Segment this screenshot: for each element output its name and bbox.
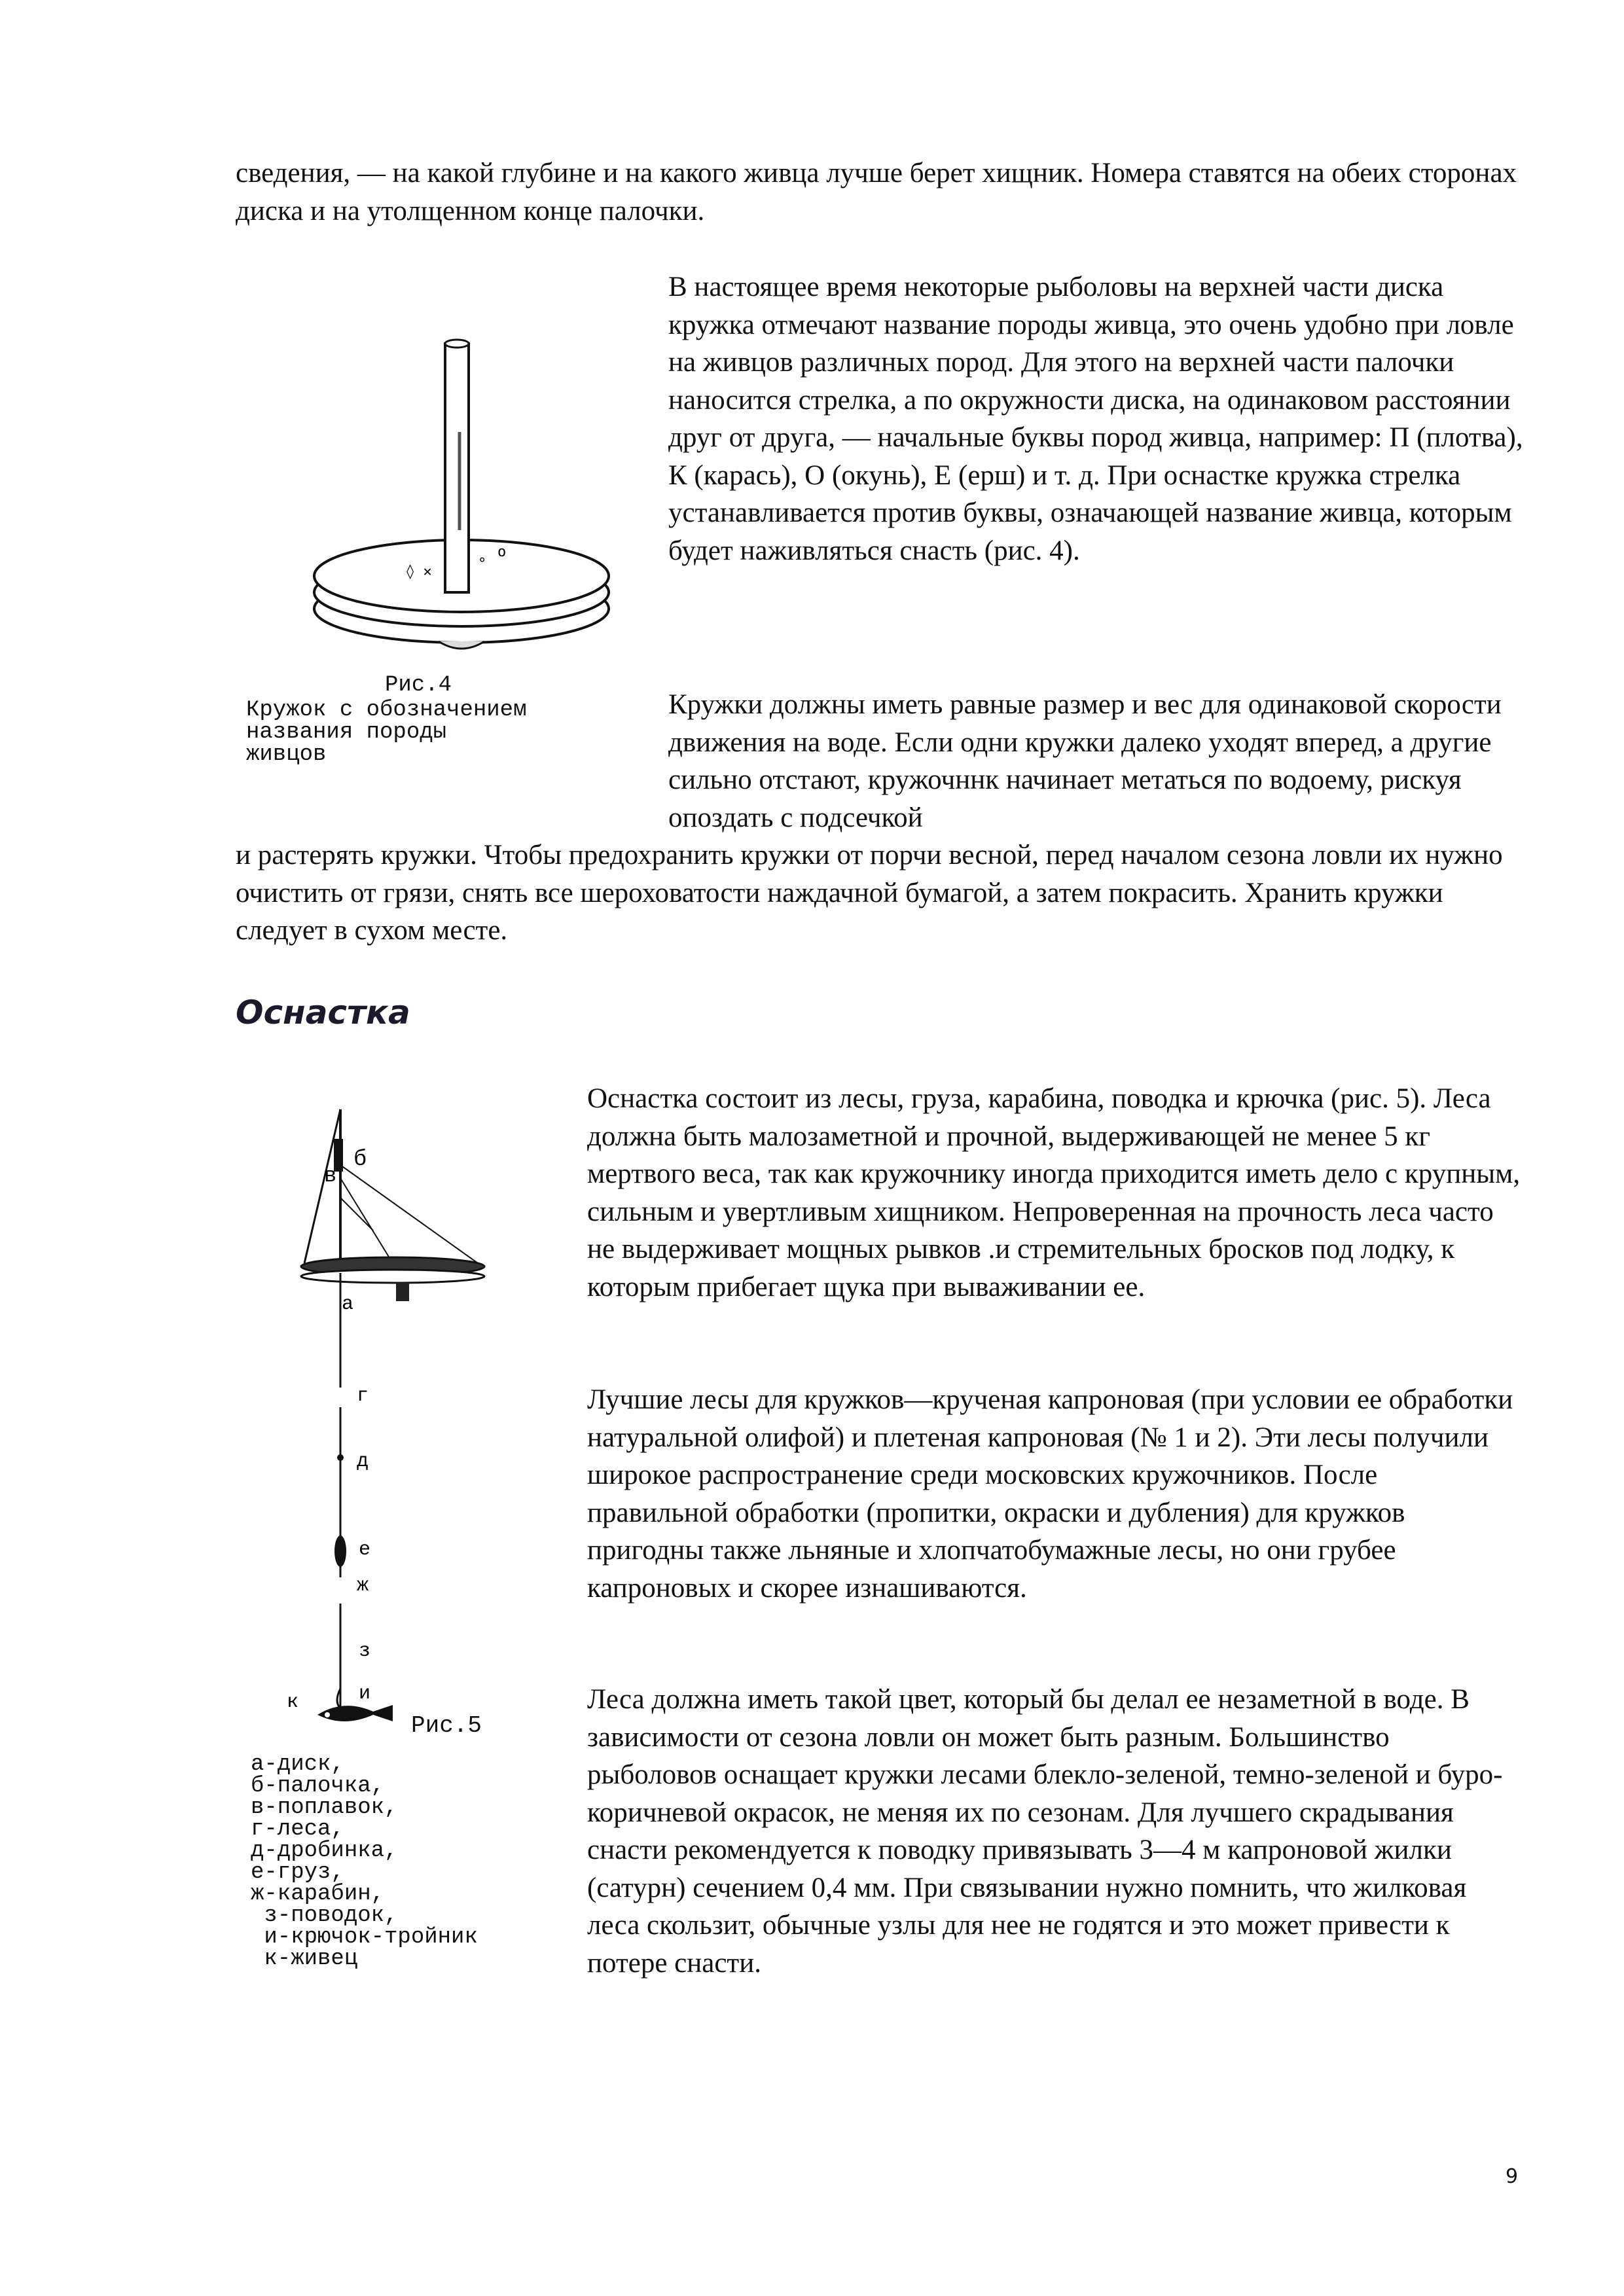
- figure-5-legend: а-диск, б-палочка, в-поплавок, г-леса, д-дробинка, е-груз, ж-карабин, з-поводок, и-крючок-тройник к-живец: [251, 1752, 478, 1971]
- size-weight-paragraph-continued: и растерять кружки. Чтобы предохранить кружки от порчи весной, перед началом сезона ловли их нужно очистить от грязи, снять все шероховатости наждачной бумагой, а затем покрасить. Хранить кружки следует в сухом месте.: [236, 840, 1503, 946]
- label-b: б: [353, 1147, 367, 1172]
- label-v: в: [324, 1164, 337, 1188]
- svg-text:∘: ∘: [478, 552, 487, 568]
- species-marking-paragraph: В настоящее время некоторые рыболовы на верхней части диска кружка отмечают название породы живца, это очень удобно при ловле на живцов различных пород. Для этого на верхней части палочки наносится стрелка, а по окружности диска, на одинаковом расстоянии друг от друга, — начальные буквы пород живца, например: П (плотва), К (карась), О (окунь), Е (ерш) и т. д. При оснастке кружка стрелка устанавливается против буквы, означающей название живца, которым будет наживляться снасть (рис. 4).: [668, 272, 1523, 566]
- rig-paragraph-3: Леса должна иметь такой цвет, который бы делал ее незаметной в воде. В зависимости от сезона ловли он может быть разным. Большинство рыболовов оснащает кружки лесами блекло-зеленой, темно-зеленой и буро-коричневой окрасок, не меняя их по сезонам. Для лучшего скрадывания снасти рекомендуется к поводку привязывать 3—4 м капроновой жилки (сатурн) сечением 0,4 мм. При связывании нужно помнить, что жилковая леса скользит, обычные узлы для нее не годятся и это может привести к потере снасти.: [587, 1684, 1503, 1979]
- svg-text:◊ ✕: ◊ ✕: [406, 564, 432, 580]
- section-heading: Оснастка: [236, 994, 410, 1031]
- label-zh: ж: [357, 1575, 369, 1597]
- rig-paragraph-2: Лучшие лесы для кружков—крученая капроновая (при условии ее обработки натуральной олифой) и плетеная капроновая (№ 1 и 2). Эти лесы получили широкое распространение среди московских кружочников. После правильной обработки (пропитки, окраски и дубления) для кружков пригодны также льняные и хлопчатобумажные лесы, но они грубее капроновых и скорее изнашиваются.: [587, 1384, 1513, 1604]
- rig-paragraph-1: Оснастка состоит из лесы, груза, карабина, поводка и крючка (рис. 5). Леса должна быть малозаметной и прочной, выдерживающей не менее 5 кг мертвого веса, так как кружочнику иногда приходится иметь дело с крупным, сильным и увертливым хищником. Непроверенная на прочность леса часто не выдерживает мощных рывков .и стремительных бросков под лодку, к которым прибегает щука при вываживании ее.: [587, 1083, 1521, 1302]
- label-d: д: [357, 1450, 369, 1473]
- intro-paragraph: сведения, — на какой глубине и на какого живца лучше берет хищник. Номера ставятся на обеих сторонах диска и на утолщенном конце палочки.: [236, 158, 1517, 226]
- figure-5-rig-illustration: [242, 1100, 583, 1748]
- size-weight-paragraph: Кружки должны иметь равные размер и вес для одинаковой скорости движения на воде. Если одни кружки далеко уходят вперед, а другие сильно отстают, кружочннк начинает метаться по водоему, рискуя опоздать с подсечкой: [668, 689, 1502, 833]
- label-g: г: [357, 1385, 369, 1407]
- label-a: а: [342, 1293, 354, 1316]
- figure-4-caption: Кружок с обозначением названия породы живцов: [246, 698, 527, 767]
- label-k: к: [287, 1691, 299, 1713]
- figure-5-label: Рис.5: [411, 1712, 482, 1739]
- figure-4-disk-illustration: [288, 334, 655, 668]
- page-number: 9: [1506, 2165, 1519, 2188]
- svg-text:о: о: [497, 544, 507, 560]
- label-e: е: [359, 1539, 371, 1561]
- label-z: з: [359, 1640, 371, 1662]
- figure-4-label: Рис.4: [385, 673, 452, 698]
- label-i: и: [359, 1683, 371, 1705]
